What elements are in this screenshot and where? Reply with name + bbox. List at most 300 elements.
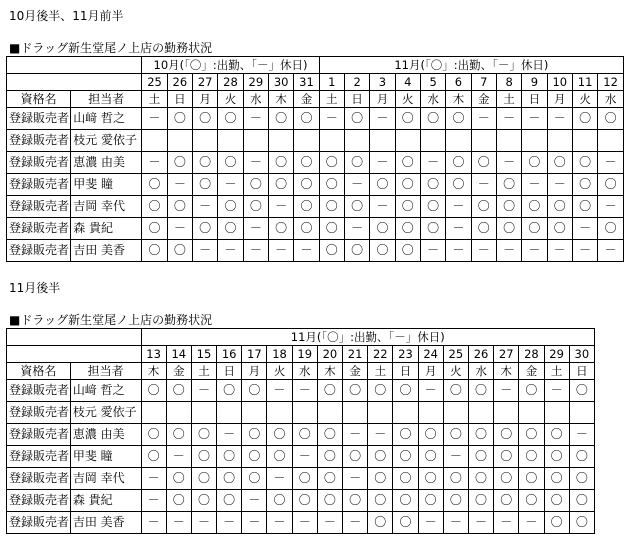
attendance-cell: －	[292, 512, 317, 534]
staff-name-cell: 枝元 愛依子	[70, 402, 141, 424]
day-number: 10	[547, 74, 572, 91]
attendance-cell	[268, 130, 293, 152]
qualification-cell: 登録販売者	[7, 218, 71, 240]
attendance-cell: 〇	[343, 380, 368, 402]
attendance-cell: －	[217, 512, 242, 534]
attendance-cell: －	[142, 108, 167, 130]
attendance-cell: －	[370, 108, 395, 130]
attendance-cell: 〇	[294, 108, 319, 130]
attendance-cell: 〇	[569, 446, 594, 468]
weekday: 木	[268, 91, 293, 108]
staff-name-cell: 恵濃 由美	[71, 152, 142, 174]
attendance-cell: 〇	[547, 152, 572, 174]
attendance-cell: 〇	[317, 446, 342, 468]
attendance-cell	[443, 402, 468, 424]
attendance-cell: 〇	[217, 490, 242, 512]
qualification-cell: 登録販売者	[7, 468, 71, 490]
qualification-cell: 登録販売者	[7, 130, 71, 152]
attendance-cell: －	[343, 512, 368, 534]
attendance-cell	[420, 130, 445, 152]
attendance-cell: 〇	[522, 152, 547, 174]
attendance-cell: 〇	[292, 490, 317, 512]
attendance-cell: －	[292, 446, 317, 468]
staff-name-cell: 恵濃 由美	[70, 424, 141, 446]
attendance-cell: 〇	[370, 218, 395, 240]
attendance-cell: －	[569, 424, 594, 446]
attendance-cell: 〇	[522, 218, 547, 240]
attendance-cell: －	[547, 108, 572, 130]
attendance-cell: 〇	[519, 468, 544, 490]
attendance-cell: 〇	[242, 424, 267, 446]
attendance-cell	[446, 130, 471, 152]
attendance-cell: －	[418, 512, 443, 534]
qualification-header: 資格名	[7, 363, 71, 380]
weekday: 月	[370, 91, 395, 108]
attendance-cell: 〇	[468, 468, 493, 490]
attendance-cell: －	[292, 380, 317, 402]
attendance-cell: 〇	[242, 446, 267, 468]
attendance-cell: 〇	[370, 174, 395, 196]
attendance-cell: 〇	[217, 446, 242, 468]
attendance-cell: 〇	[191, 490, 216, 512]
weekday: 日	[393, 363, 418, 380]
attendance-cell: 〇	[471, 218, 496, 240]
attendance-cell: －	[443, 446, 468, 468]
qualification-header: 資格名	[7, 91, 71, 108]
section1-store-title: ■ドラッグ新生堂尾ノ上店の勤務状況	[9, 41, 213, 55]
attendance-cell: 〇	[395, 174, 420, 196]
weekday: 日	[522, 91, 547, 108]
attendance-cell: 〇	[243, 174, 268, 196]
attendance-cell: －	[370, 152, 395, 174]
attendance-cell: －	[494, 512, 519, 534]
attendance-cell: 〇	[317, 424, 342, 446]
day-number: 2	[344, 74, 369, 91]
section2-period-title: 11月後半	[9, 281, 61, 295]
attendance-cell: 〇	[343, 446, 368, 468]
attendance-cell: －	[191, 512, 216, 534]
weekday: 金	[166, 363, 191, 380]
day-number: 1	[319, 74, 344, 91]
attendance-cell: 〇	[193, 152, 218, 174]
attendance-cell	[471, 130, 496, 152]
attendance-cell: 〇	[294, 196, 319, 218]
weekday: 水	[598, 91, 624, 108]
attendance-cell: －	[471, 240, 496, 262]
attendance-cell: 〇	[292, 424, 317, 446]
qualification-cell: 登録販売者	[7, 380, 71, 402]
weekday: 土	[544, 363, 569, 380]
day-number: 30	[268, 74, 293, 91]
attendance-cell: 〇	[443, 424, 468, 446]
attendance-cell: －	[494, 380, 519, 402]
attendance-cell: －	[446, 196, 471, 218]
attendance-cell: 〇	[141, 446, 166, 468]
day-number: 22	[368, 346, 393, 363]
table-row	[7, 424, 595, 446]
attendance-cell: 〇	[268, 174, 293, 196]
weekday: 土	[368, 363, 393, 380]
attendance-cell: 〇	[319, 152, 344, 174]
attendance-cell: 〇	[267, 490, 292, 512]
attendance-cell: 〇	[519, 446, 544, 468]
attendance-cell: 〇	[218, 108, 243, 130]
attendance-cell: 〇	[218, 218, 243, 240]
attendance-cell: －	[242, 512, 267, 534]
attendance-cell	[166, 402, 191, 424]
table-row	[7, 512, 595, 534]
attendance-cell: －	[343, 468, 368, 490]
attendance-cell	[547, 130, 572, 152]
attendance-cell	[370, 130, 395, 152]
attendance-cell: －	[547, 240, 572, 262]
staff-header: 担当者	[70, 363, 141, 380]
attendance-cell: 〇	[167, 196, 192, 218]
table-row	[7, 468, 595, 490]
attendance-cell: 〇	[569, 512, 594, 534]
attendance-cell: －	[218, 174, 243, 196]
attendance-cell: 〇	[471, 196, 496, 218]
attendance-cell	[319, 130, 344, 152]
attendance-cell: 〇	[598, 108, 624, 130]
weekday: 木	[446, 91, 471, 108]
attendance-cell: 〇	[420, 196, 445, 218]
attendance-cell: 〇	[319, 218, 344, 240]
attendance-cell: －	[243, 240, 268, 262]
day-number: 4	[395, 74, 420, 91]
attendance-cell	[393, 402, 418, 424]
attendance-cell: 〇	[317, 490, 342, 512]
table-row	[7, 108, 624, 130]
section1-period-title: 10月後半、11月前半	[9, 9, 124, 23]
schedule-table-2	[6, 328, 595, 534]
attendance-cell: 〇	[319, 174, 344, 196]
attendance-cell: 〇	[494, 490, 519, 512]
attendance-cell: 〇	[572, 152, 597, 174]
attendance-cell: 〇	[494, 424, 519, 446]
staff-name-cell: 吉田 美香	[71, 240, 142, 262]
attendance-cell	[395, 130, 420, 152]
weekday: 火	[395, 91, 420, 108]
attendance-cell: －	[267, 512, 292, 534]
attendance-cell: －	[317, 512, 342, 534]
table-row	[7, 380, 595, 402]
attendance-cell: 〇	[167, 152, 192, 174]
attendance-cell: －	[141, 468, 166, 490]
attendance-cell: －	[268, 240, 293, 262]
attendance-cell: －	[522, 108, 547, 130]
attendance-cell: 〇	[191, 446, 216, 468]
attendance-cell: 〇	[544, 468, 569, 490]
qualification-cell: 登録販売者	[7, 512, 71, 534]
attendance-cell: －	[446, 218, 471, 240]
month-group-header: 11月(「〇」:出勤、「－」休日)	[319, 57, 623, 74]
attendance-cell: 〇	[446, 152, 471, 174]
attendance-cell	[522, 130, 547, 152]
day-number: 31	[294, 74, 319, 91]
attendance-cell: 〇	[468, 380, 493, 402]
attendance-cell: －	[267, 380, 292, 402]
day-number: 29	[243, 74, 268, 91]
qualification-cell: 登録販売者	[7, 108, 71, 130]
table-row	[7, 240, 624, 262]
attendance-cell: －	[294, 240, 319, 262]
attendance-cell: －	[572, 240, 597, 262]
attendance-cell: 〇	[166, 424, 191, 446]
attendance-cell: －	[242, 490, 267, 512]
day-number: 3	[370, 74, 395, 91]
day-number: 19	[292, 346, 317, 363]
attendance-cell: 〇	[393, 490, 418, 512]
attendance-cell: －	[243, 152, 268, 174]
attendance-cell	[292, 402, 317, 424]
month-group-header: 10月(「〇」:出勤、「－」休日)	[142, 57, 319, 74]
attendance-cell: 〇	[268, 218, 293, 240]
attendance-cell	[598, 130, 624, 152]
day-number: 26	[167, 74, 192, 91]
day-number: 26	[468, 346, 493, 363]
attendance-cell: －	[142, 152, 167, 174]
attendance-cell: 〇	[569, 380, 594, 402]
header-blank	[7, 57, 142, 74]
day-number: 24	[418, 346, 443, 363]
attendance-cell: 〇	[547, 218, 572, 240]
attendance-cell: 〇	[443, 380, 468, 402]
attendance-cell: －	[572, 218, 597, 240]
weekday: 木	[494, 363, 519, 380]
attendance-cell: 〇	[317, 468, 342, 490]
day-number: 27	[193, 74, 218, 91]
attendance-cell: 〇	[344, 196, 369, 218]
attendance-cell: 〇	[141, 380, 166, 402]
attendance-cell: 〇	[522, 196, 547, 218]
weekday: 金	[471, 91, 496, 108]
attendance-cell: 〇	[519, 424, 544, 446]
day-number: 20	[317, 346, 342, 363]
attendance-cell: 〇	[471, 152, 496, 174]
attendance-cell: 〇	[395, 152, 420, 174]
table-row	[7, 218, 624, 240]
attendance-cell: 〇	[268, 108, 293, 130]
day-number: 9	[522, 74, 547, 91]
attendance-cell: 〇	[598, 218, 624, 240]
day-number: 29	[544, 346, 569, 363]
table-row	[7, 130, 624, 152]
attendance-cell: －	[420, 152, 445, 174]
attendance-cell: 〇	[217, 468, 242, 490]
attendance-cell	[242, 402, 267, 424]
qualification-cell: 登録販売者	[7, 490, 71, 512]
day-number: 8	[496, 74, 521, 91]
attendance-cell: 〇	[368, 490, 393, 512]
attendance-cell: －	[598, 196, 624, 218]
attendance-cell: 〇	[319, 196, 344, 218]
attendance-cell: 〇	[344, 240, 369, 262]
attendance-cell: －	[547, 174, 572, 196]
attendance-cell: －	[167, 174, 192, 196]
attendance-cell: －	[141, 490, 166, 512]
weekday: 水	[420, 91, 445, 108]
attendance-cell	[418, 402, 443, 424]
attendance-cell	[468, 402, 493, 424]
day-number: 14	[166, 346, 191, 363]
attendance-cell: －	[243, 218, 268, 240]
attendance-cell	[294, 130, 319, 152]
weekday: 金	[294, 91, 319, 108]
attendance-cell: 〇	[292, 468, 317, 490]
attendance-cell: 〇	[393, 512, 418, 534]
attendance-cell: 〇	[294, 218, 319, 240]
attendance-cell: 〇	[572, 108, 597, 130]
weekday: 金	[519, 363, 544, 380]
day-number: 18	[267, 346, 292, 363]
weekday: 月	[193, 91, 218, 108]
day-number: 28	[218, 74, 243, 91]
attendance-cell: 〇	[443, 490, 468, 512]
attendance-cell: 〇	[368, 512, 393, 534]
attendance-cell	[343, 402, 368, 424]
attendance-cell: 〇	[317, 380, 342, 402]
attendance-cell: 〇	[519, 380, 544, 402]
weekday: 水	[243, 91, 268, 108]
attendance-cell: －	[368, 424, 393, 446]
attendance-cell	[191, 402, 216, 424]
attendance-cell	[368, 402, 393, 424]
staff-name-cell: 森 貴紀	[71, 218, 142, 240]
day-number: 28	[519, 346, 544, 363]
attendance-cell: －	[522, 240, 547, 262]
day-number: 25	[443, 346, 468, 363]
attendance-cell: 〇	[294, 174, 319, 196]
attendance-cell: 〇	[267, 424, 292, 446]
day-number: 12	[598, 74, 624, 91]
attendance-cell: －	[141, 512, 166, 534]
attendance-cell: 〇	[166, 490, 191, 512]
attendance-cell: 〇	[468, 490, 493, 512]
attendance-cell	[519, 402, 544, 424]
weekday: 土	[496, 91, 521, 108]
attendance-cell: 〇	[420, 218, 445, 240]
attendance-cell: 〇	[496, 218, 521, 240]
attendance-cell: －	[344, 174, 369, 196]
attendance-cell: 〇	[395, 196, 420, 218]
weekday: 日	[167, 91, 192, 108]
attendance-cell: 〇	[218, 152, 243, 174]
staff-name-cell: 山﨑 哲之	[71, 108, 142, 130]
attendance-cell	[193, 130, 218, 152]
attendance-cell	[167, 130, 192, 152]
attendance-cell	[569, 402, 594, 424]
attendance-cell: 〇	[141, 424, 166, 446]
attendance-cell: 〇	[420, 108, 445, 130]
weekday: 日	[569, 363, 594, 380]
attendance-cell: 〇	[572, 174, 597, 196]
attendance-cell: 〇	[217, 380, 242, 402]
attendance-cell: 〇	[243, 196, 268, 218]
attendance-cell: －	[167, 218, 192, 240]
day-number: 15	[191, 346, 216, 363]
staff-name-cell: 甲斐 瞳	[71, 174, 142, 196]
table-row	[7, 490, 595, 512]
attendance-cell: －	[193, 240, 218, 262]
attendance-cell: －	[217, 424, 242, 446]
attendance-cell: －	[166, 512, 191, 534]
staff-name-cell: 吉岡 幸代	[70, 468, 141, 490]
day-number: 6	[446, 74, 471, 91]
attendance-cell: 〇	[519, 490, 544, 512]
attendance-cell: －	[193, 196, 218, 218]
weekday: 火	[443, 363, 468, 380]
attendance-cell: 〇	[418, 446, 443, 468]
attendance-cell: －	[471, 108, 496, 130]
attendance-cell: －	[267, 468, 292, 490]
attendance-cell: 〇	[344, 152, 369, 174]
attendance-cell: 〇	[166, 468, 191, 490]
attendance-cell: 〇	[344, 108, 369, 130]
staff-name-cell: 吉岡 幸代	[71, 196, 142, 218]
attendance-cell: 〇	[368, 468, 393, 490]
attendance-cell: 〇	[544, 490, 569, 512]
attendance-cell: 〇	[191, 424, 216, 446]
attendance-cell: 〇	[544, 512, 569, 534]
attendance-cell: 〇	[494, 468, 519, 490]
attendance-cell: 〇	[142, 218, 167, 240]
attendance-cell: 〇	[142, 240, 167, 262]
attendance-cell: 〇	[395, 108, 420, 130]
attendance-cell	[141, 402, 166, 424]
schedule-table-1	[6, 56, 624, 262]
attendance-cell: －	[370, 196, 395, 218]
attendance-cell	[267, 402, 292, 424]
staff-header: 担当者	[71, 91, 142, 108]
weekday: 水	[292, 363, 317, 380]
staff-name-cell: 甲斐 瞳	[70, 446, 141, 468]
attendance-cell: 〇	[343, 490, 368, 512]
day-number: 21	[343, 346, 368, 363]
attendance-cell: 〇	[418, 468, 443, 490]
table-row	[7, 174, 624, 196]
attendance-cell: 〇	[418, 490, 443, 512]
qualification-cell: 登録販売者	[7, 196, 71, 218]
attendance-cell: 〇	[393, 380, 418, 402]
staff-name-cell: 山﨑 哲之	[70, 380, 141, 402]
attendance-cell: －	[519, 512, 544, 534]
attendance-cell: 〇	[598, 174, 624, 196]
attendance-cell: 〇	[267, 446, 292, 468]
attendance-cell: 〇	[167, 240, 192, 262]
attendance-cell: －	[468, 512, 493, 534]
weekday: 金	[343, 363, 368, 380]
attendance-cell: 〇	[569, 490, 594, 512]
attendance-cell: 〇	[547, 196, 572, 218]
header-blank	[7, 74, 142, 91]
attendance-cell: －	[243, 108, 268, 130]
attendance-cell	[142, 130, 167, 152]
attendance-cell: －	[544, 380, 569, 402]
attendance-cell: －	[166, 446, 191, 468]
section2-store-title: ■ドラッグ新生堂尾ノ上店の勤務状況	[9, 313, 213, 327]
attendance-cell: 〇	[242, 380, 267, 402]
header-blank	[7, 329, 142, 346]
attendance-cell	[572, 130, 597, 152]
weekday: 月	[242, 363, 267, 380]
attendance-cell: －	[496, 240, 521, 262]
attendance-cell: －	[598, 240, 624, 262]
qualification-cell: 登録販売者	[7, 174, 71, 196]
weekday: 土	[319, 91, 344, 108]
qualification-cell: 登録販売者	[7, 152, 71, 174]
attendance-cell: 〇	[191, 468, 216, 490]
